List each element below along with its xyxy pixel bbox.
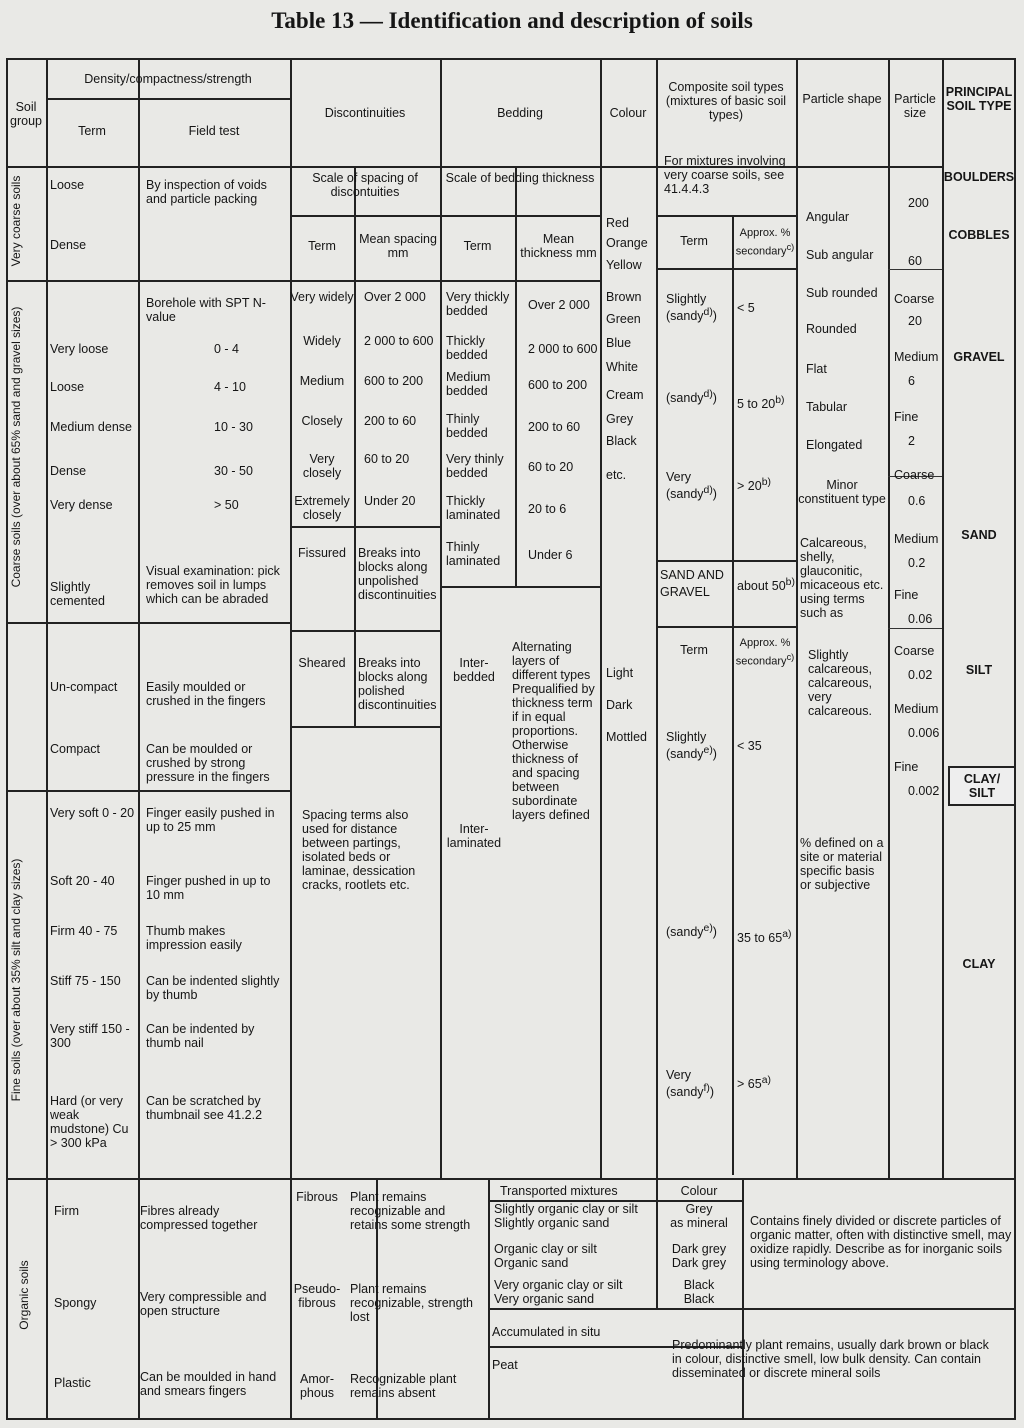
organic-colour-header: Colour [680,1184,718,1198]
colour-item: Grey [606,412,634,426]
header-composite: Composite soil types (mixtures of basic soil types) [665,80,787,122]
composite-pct: < 5 [737,301,755,316]
field-test: Borehole with SPT N-value [146,296,266,324]
field-test: 30 - 50 [214,464,253,478]
organic-type-colour: Dark grey Dark grey [671,1242,727,1270]
comp-term-header-2: Term [680,643,708,657]
minor-desc: Calcareous, shelly, glauconitic, micaceous etc. using terms such as [800,536,884,620]
organic-disc-desc: Recognizable plant remains absent [350,1372,457,1400]
bed-term: Very thinly bedded [446,452,504,480]
composite-pct: about 50$^{b)}$ [737,577,795,594]
field-test: 10 - 30 [214,420,253,434]
colour-item: Mottled [606,730,647,744]
approx-secondary-header: Approx. % secondary$^{c)}$ [735,227,795,258]
composite-pct: 5 to 20$^{b)}$ [737,395,785,412]
divider [290,526,440,528]
divider [46,58,48,1420]
colour-item: Brown [606,290,642,304]
divider [488,1178,490,1420]
particle-shape: Angular [806,210,850,224]
particle-size: 6 [908,374,915,388]
disc-term: Sheared [298,656,346,670]
colour-item: etc. [606,468,627,482]
disc-mean: 2 000 to 600 [364,334,434,348]
organic-test: Very compressible and open structure [140,1290,267,1318]
divider [6,790,290,792]
header-particle-size: Particle size [894,92,936,120]
particle-size: Coarse [894,292,935,306]
density-term: Very soft 0 - 20 [50,806,135,820]
colour-item: Green [606,312,641,326]
header-colour: Colour [609,106,647,120]
colour-item: White [606,360,638,374]
divider [656,215,796,217]
disc-term: Medium [299,374,345,388]
particle-size: 0.6 [908,494,926,508]
disc-term: Very closely [302,452,342,480]
density-term: Dense [50,238,87,252]
header-discontinuities: Discontinuities [324,106,406,120]
field-test: Easily moulded or crushed in the fingers [146,680,266,708]
scale-spacing: Scale of spacing of discontuities [312,171,418,199]
organic-disc-term: Fibrous [296,1190,338,1204]
density-term: Very dense [50,498,113,512]
disc-mean: Under 20 [364,494,416,508]
colour-item: Light [606,666,634,680]
divider [656,560,796,562]
divider [290,630,440,632]
disc-term-header: Term [308,239,336,253]
divider [6,280,290,282]
divider [796,58,798,1178]
scale-bedding: Scale of bedding thickness [445,171,595,185]
organic-term: Firm [54,1204,79,1218]
organic-types-header: Transported mixtures [500,1184,618,1198]
peat: Peat [492,1358,518,1372]
divider [488,1308,1016,1310]
disc-mean: Over 2 000 [364,290,426,304]
divider [440,586,600,588]
principal-gravel: GRAVEL [953,350,1005,364]
principal-clay-silt: CLAY/ SILT [948,766,1016,806]
density-term: Soft 20 - 40 [50,874,115,888]
bed-mean: 60 to 20 [528,460,574,474]
density-term: Dense [50,464,87,478]
organic-disc-term: Pseudo-fibrous [293,1282,341,1310]
organic-desc-2: Predominantly plant remains, usually dark brown or black in colour, distinctive smell, low bulk density. Can contain disseminated or discrete mineral soils [672,1338,989,1380]
field-test: 0 - 4 [214,342,240,356]
particle-size: Medium [894,702,939,716]
divider [888,269,942,270]
density-term: Loose [50,178,85,192]
divider [656,268,796,270]
group-coarse: Coarse soils (over about 65% sand and gravel sizes) [9,306,23,588]
field-test: Finger easily pushed in up to 25 mm [146,806,275,834]
bed-mean: 2 000 to 600 [528,342,598,356]
table-title: Table 13 — Identification and description of soils [271,8,753,33]
disc-note: Spacing terms also used for distance between partings, isolated beds or laminae, dessication cracks, rootlets etc. [302,808,416,892]
field-test: Finger pushed in up to 10 mm [146,874,271,902]
disc-mean: 600 to 200 [364,374,424,388]
principal-clay: CLAY [962,957,996,971]
colour-item: Blue [606,336,632,350]
divider [600,58,602,1178]
colour-item: Dark [606,698,633,712]
divider [440,58,442,1178]
composite-term: Very (sandy$^{d)}$) [666,470,717,502]
particle-shape: Tabular [806,400,847,414]
divider [732,215,734,1175]
disc-term: Widely [303,334,341,348]
organic-disc-term: Amor-phous [299,1372,335,1400]
principal-cobbles: COBBLES [948,228,1010,242]
organic-term: Plastic [54,1376,91,1390]
composite-term: Slightly (sandy$^{e)}$) [666,730,717,762]
header-principal: PRINCIPAL SOIL TYPE [945,85,1013,113]
particle-size: Coarse [894,468,935,482]
disc-term: Fissured [298,546,346,560]
organic-disc-desc: Plant remains recognizable and retains some strength [350,1190,471,1232]
density-term: Hard (or very weak mudstone) Cu > 300 kPa [50,1094,129,1150]
divider [6,1178,1016,1180]
field-test: Can be indented slightly by thumb [146,974,280,1002]
divider [290,58,292,1420]
bed-term: Thickly laminated [446,494,501,522]
header-term: Term [78,124,106,138]
field-test: Thumb makes impression easily [146,924,242,952]
composite-note: For mixtures involving very coarse soils, see 41.4.4.3 [664,154,786,196]
particle-shape: Rounded [806,322,857,336]
composite-term: (sandy$^{e)}$) [666,923,717,940]
particle-size: 0.002 [908,784,940,798]
composite-pct: > $65^{a)}$ [737,1075,771,1092]
organic-test: Can be moulded in hand and smears fingers [140,1370,277,1398]
accumulated: Accumulated in situ [492,1325,601,1339]
bed-mean: 20 to 6 [528,502,567,516]
density-term: Compact [50,742,101,756]
composite-term: Very (sandy$^{f)}$) [666,1068,715,1100]
composite-pct: 35 to 65$^{a)}$ [737,929,792,946]
group-very-coarse: Very coarse soils [9,175,23,267]
mean-thickness-header: Mean thickness mm [520,232,597,260]
bed-term: Medium bedded [446,370,491,398]
divider [6,166,942,168]
alternating-note: Alternating layers of different types Prequalified by thickness term if in equal proportions. Otherwise thickness of and spacing between subordinate layers defined [512,640,595,822]
header-bedding: Bedding [497,106,543,120]
header-soil-group: Soil group [10,100,42,128]
colour-item: Cream [606,388,644,402]
pct-defined: % defined on a site or material specific basis or subjective [800,836,884,892]
composite-pct: > $20^{b)}$ [737,477,771,494]
composite-term: SAND AND GRAVEL [660,568,724,600]
particle-size: Fine [894,760,919,774]
disc-mean: Breaks into blocks along polished discontinuities [358,656,437,712]
composite-term: (sandy$^{d)}$) [666,389,717,406]
organic-type-colour: Grey as mineral [670,1202,728,1230]
particle-size: Fine [894,588,919,602]
particle-shape: Sub angular [806,248,874,262]
field-test: 4 - 10 [214,380,246,394]
header-density: Density/compactness/strength [84,72,252,86]
particle-shape: Elongated [806,438,863,452]
bed-mean: 600 to 200 [528,378,588,392]
particle-size: Medium [894,532,939,546]
disc-term: Closely [301,414,343,428]
divider [290,280,600,282]
particle-size: 0.006 [908,726,940,740]
particle-size: 200 [908,196,929,210]
principal-silt: SILT [965,663,993,677]
composite-pct: < 35 [737,739,762,754]
divider [888,58,890,1178]
density-term: Firm 40 - 75 [50,924,118,938]
principal-boulders: BOULDERS [943,170,1015,184]
organic-type-colour: Black Black [683,1278,715,1306]
bed-term: Thinly bedded [446,412,488,440]
particle-size: 0.2 [908,556,926,570]
colour-item: Red [606,216,629,230]
group-fine: Fine soils (over about 35% silt and clay sizes) [9,858,23,1102]
organic-type-name: Organic clay or silt Organic sand [494,1242,597,1270]
approx-secondary-header-2: Approx. % secondary$^{c)}$ [735,637,795,668]
colour-item: Orange [606,236,648,250]
group-organic: Organic soils [17,1260,31,1330]
field-test: Can be indented by thumb nail [146,1022,255,1050]
divider [46,98,290,100]
divider [290,215,600,217]
interbedded: Inter-bedded [453,656,495,684]
field-test: Can be scratched by thumbnail see 41.2.2 [146,1094,263,1122]
density-term: Loose [50,380,85,394]
minor-constituent: Minor constituent type [798,478,886,506]
divider [290,726,440,728]
bed-mean: 200 to 60 [528,420,581,434]
mean-spacing-header: Mean spacing mm [359,232,437,260]
header-field-test: Field test [188,124,240,138]
field-test: Visual examination: pick removes soil in lumps which can be abraded [146,564,280,606]
particle-size: 2 [908,434,915,448]
particle-shape: Sub rounded [806,286,878,300]
organic-test: Fibres already compressed together [140,1204,258,1232]
principal-sand: SAND [961,528,997,542]
particle-size: Coarse [894,644,935,658]
bed-term-header: Term [463,239,492,253]
particle-size: Medium [894,350,939,364]
disc-term: Very widely [290,290,354,304]
divider [742,1178,744,1420]
bed-term: Thickly bedded [446,334,488,362]
disc-term: Extremely closely [294,494,350,522]
particle-size: 0.06 [908,612,933,626]
particle-size: 0.02 [908,668,933,682]
disc-mean: 200 to 60 [364,414,417,428]
density-term: Very stiff 150 - 300 [50,1022,130,1050]
disc-mean: 60 to 20 [364,452,410,466]
organic-term: Spongy [54,1296,97,1310]
divider [6,622,290,624]
divider [656,626,796,628]
density-term: Stiff 75 - 150 [50,974,121,988]
organic-type-name: Very organic clay or silt Very organic sand [494,1278,623,1306]
bed-term: Thinly laminated [446,540,501,568]
organic-disc-desc: Plant remains recognizable, strength lost [350,1282,473,1324]
colour-item: Yellow [606,258,642,272]
calc-list: Slightly calcareous, calcareous, very calcareous. [808,648,872,718]
bed-term: Very thickly bedded [446,290,510,318]
bed-mean: Under 6 [528,548,573,562]
field-test: By inspection of voids and particle packing [146,178,267,206]
disc-mean: Breaks into blocks along unpolished discontinuities [358,546,437,602]
divider [656,58,658,1178]
header-particle-shape: Particle shape [802,92,882,106]
divider [888,628,942,629]
field-test: Can be moulded or crushed by strong pressure in the fingers [146,742,270,784]
density-term: Slightly cemented [50,580,105,608]
organic-type-name: Slightly organic clay or silt Slightly organic sand [494,1202,638,1230]
density-term: Medium dense [50,420,132,434]
colour-item: Black [606,434,637,448]
density-term: Un-compact [50,680,118,694]
particle-size: 20 [908,314,922,328]
particle-size: 60 [908,254,922,268]
organic-desc-1: Contains finely divided or discrete particles of organic matter, often with distinctive smell, may oxidize rapidly. Describe as for inorganic soils using terminology above. [750,1214,1012,1270]
particle-shape: Flat [806,362,827,376]
composite-term: Slightly (sandy$^{d)}$) [666,292,717,324]
interlaminated: Inter-laminated [446,822,502,850]
field-test: > 50 [214,498,239,512]
particle-size: Fine [894,410,919,424]
comp-term-header: Term [680,234,708,248]
bed-mean: Over 2 000 [528,298,590,312]
divider [515,166,517,586]
density-term: Very loose [50,342,109,356]
